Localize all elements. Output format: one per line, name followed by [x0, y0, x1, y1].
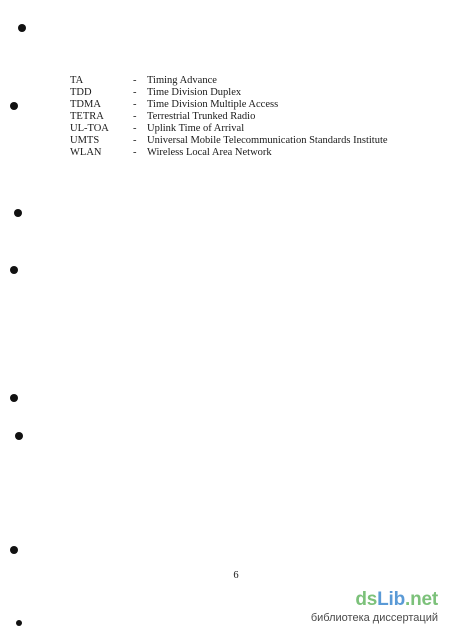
abbreviation-row — [70, 147, 388, 159]
binder-hole-mark — [10, 102, 18, 110]
abbreviation-term: TDMA — [70, 99, 101, 110]
abbreviation-row — [70, 99, 388, 111]
abbreviation-dash: - — [133, 99, 137, 110]
abbreviation-definition: Uplink Time of Arrival — [147, 123, 245, 134]
watermark-logo-net: .net — [405, 589, 438, 610]
watermark-logo-ds: ds — [355, 589, 378, 610]
binder-hole-mark — [14, 209, 22, 217]
watermark-logo — [311, 590, 438, 609]
binder-hole-mark — [18, 24, 26, 32]
abbreviation-definition: Wireless Local Area Network — [147, 147, 272, 158]
abbreviation-row — [70, 75, 388, 87]
abbreviation-dash: - — [133, 111, 137, 122]
abbreviation-row — [70, 111, 388, 123]
abbreviation-definition: Time Division Multiple Access — [147, 99, 279, 110]
binder-hole-mark — [10, 266, 18, 274]
abbreviation-definition: Universal Mobile Telecommunication Standards Institute — [147, 135, 388, 146]
abbreviation-dash: - — [133, 87, 137, 98]
site-watermark — [311, 590, 438, 624]
watermark-tagline: библиотека диссертаций — [310, 612, 438, 624]
abbreviation-list — [70, 75, 388, 159]
abbreviation-row — [70, 87, 388, 99]
abbreviation-term: TETRA — [70, 111, 104, 122]
abbreviation-definition: Timing Advance — [147, 75, 217, 86]
abbreviation-term: TDD — [70, 87, 92, 98]
binder-hole-mark — [10, 394, 18, 402]
abbreviation-term: UL-TOA — [70, 123, 109, 134]
abbreviation-term: TA — [70, 75, 84, 86]
binder-hole-mark — [16, 620, 22, 626]
binder-hole-mark — [15, 432, 23, 440]
page-number: 6 — [233, 570, 239, 581]
binder-hole-mark — [10, 546, 18, 554]
abbreviation-dash: - — [133, 135, 137, 146]
abbreviation-term: WLAN — [70, 147, 102, 158]
abbreviation-dash: - — [133, 147, 137, 158]
abbreviation-definition: Terrestrial Trunked Radio — [147, 111, 256, 122]
abbreviation-dash: - — [133, 123, 137, 134]
abbreviation-row — [70, 135, 388, 147]
abbreviation-definition: Time Division Duplex — [147, 87, 242, 98]
abbreviation-row — [70, 123, 388, 135]
abbreviation-dash: - — [133, 75, 137, 86]
watermark-logo-lib: Lib — [377, 589, 406, 610]
abbreviation-term: UMTS — [70, 135, 100, 146]
